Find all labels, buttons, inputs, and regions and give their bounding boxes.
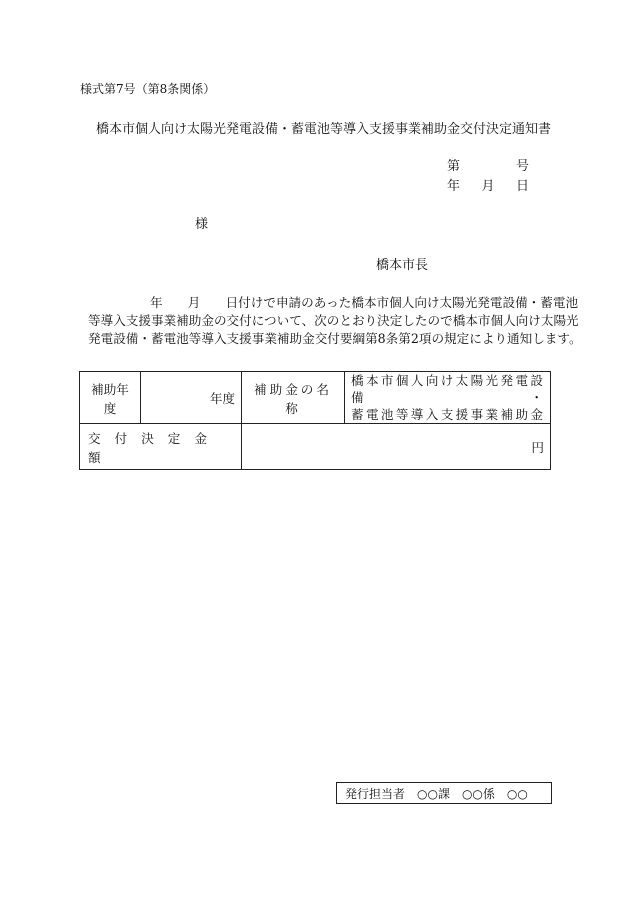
form-number: 様式第7号（第8条関係） [80, 82, 216, 96]
notice-body-line-3: 発電設備・蓄電池等導入支援事業補助金交付要綱第8条第2項の規定により通知します。 [88, 331, 582, 346]
subsidy-name-value-line-2: 蓄電池等導入支援事業補助金 [351, 407, 544, 422]
subsidy-name-value-line-1: 橋本市個人向け太陽光発電設備・ [351, 373, 544, 405]
notice-body-line-1: 年 月 日付けで申請のあった橋本市個人向け太陽光発電設備・蓄電池 [150, 295, 579, 310]
notice-body [88, 294, 582, 348]
date-year: 年 [447, 179, 461, 194]
grant-amount-label: 交付決定金額 [80, 424, 242, 470]
date-day: 日 [515, 179, 529, 194]
fiscal-year-label: 補助年度 [80, 372, 141, 424]
issuing-contact-box: 発行担当者 ○○課 ○○係 ○○ [336, 782, 552, 804]
grant-amount-value: 円 [242, 424, 551, 470]
subsidy-name-label: 補助金の名称 [242, 372, 345, 424]
subsidy-name-value [345, 372, 551, 424]
table-row [80, 372, 551, 424]
notice-body-line-2: 等導入支援事業補助金の交付について、次のとおり決定したので橋本市個人向け太陽光 [88, 313, 579, 328]
document-number-line [447, 155, 529, 174]
document-number-prefix: 第 [447, 159, 461, 174]
subsidy-info-table [79, 371, 551, 470]
fiscal-year-value: 年度 [141, 372, 242, 424]
issuer-name: 橋本市長 [376, 258, 429, 273]
date-month: 月 [481, 179, 495, 194]
table-row [80, 424, 551, 470]
addressee-honorific: 様 [195, 217, 209, 232]
issue-date-line [447, 175, 529, 194]
document-title: 橋本市個人向け太陽光発電設備・蓄電池等導入支援事業補助金交付決定通知書 [96, 122, 552, 137]
document-number-suffix: 号 [515, 159, 529, 174]
